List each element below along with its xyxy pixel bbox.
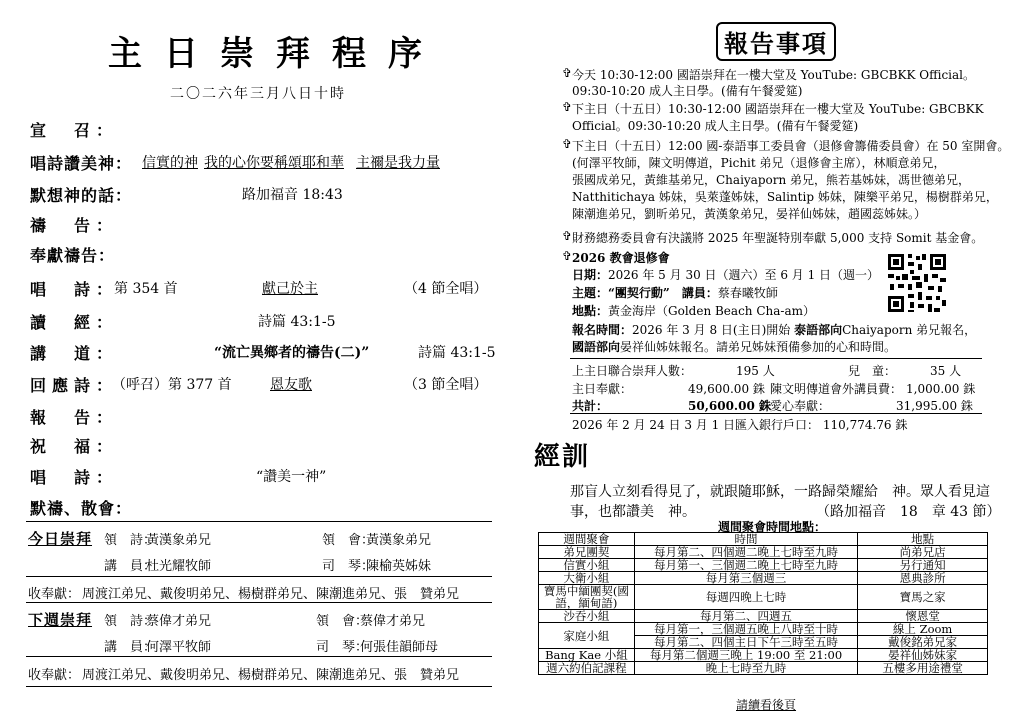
table-cell: 晏祥仙姊妹家 [858,649,988,662]
table-cell: 寶馬中緬團契(國語，緬甸語) [539,585,635,610]
love-offering-label: 愛心奉獻： [770,399,831,413]
cross-icon: ✞ [562,100,573,114]
table-cell: 寶馬之家 [858,585,988,610]
next-service-heading: 下週崇拜 [28,611,93,629]
motto-line-2: 事，也都讚美 神。 [570,504,696,520]
motto-title: 經訓 [534,442,591,472]
table-cell: 每月第二個週三晚上 19:00 至 21:00 [634,649,857,662]
table-row [539,559,988,572]
next-offering-label: 收奉獻： [28,668,81,683]
qr-code-icon [886,252,948,314]
table-cell: 線上 Zoom [858,623,988,636]
program-label-prayer: 禱 告： [30,216,119,235]
cross-icon: ✞ [562,137,573,151]
table-cell: 大衛小組 [539,572,635,585]
today-preacher-label: 講 員： [104,559,157,574]
speaker-fee: 1,000.00 銖 [906,382,976,396]
table-cell: 另行通知 [858,559,988,572]
announcement-1-line-1: 今天 10:30-12:00 國語崇拜在一樓大堂及 YouTube: GBCBKK Official。 [572,68,975,82]
program-label-offering-prayer: 奉獻禱告： [30,246,116,265]
today-lead-label: 領 詩： [104,533,157,548]
next-organ: 何張佳韻師母 [360,640,439,655]
table-cell: 每週四晚上七時 [634,585,857,610]
sermon-title: “流亡異鄉者的禱告(二)” [214,345,370,361]
table-cell: 每月第二、四週五 [634,610,857,623]
table-header-cell: 時間 [634,533,857,546]
table-cell: 每月第二、四個主日下午三時至五時 [634,636,857,649]
program-label-closing-hymn: 唱 詩： [30,468,119,487]
praise-song-2: 我的心你要稱頌耶和華 [204,155,344,171]
cross-icon: ✞ [562,249,573,263]
table-cell: 戴俊銘弟兄家 [858,636,988,649]
retreat-title: 2026 教會退修會 [572,251,670,265]
next-preacher-label: 講 員： [104,640,157,655]
table-row [539,649,988,662]
program-label-call: 宣 召： [30,121,119,140]
closing-hymn-name: “讚美一神” [256,469,327,485]
announcement-2-line-2: Official。09:30-10:20 成人主日學。(備有午餐愛筵) [572,119,859,133]
praise-song-1: 信實的神 [142,155,198,171]
program-label-hymn: 唱 詩： [30,280,119,299]
motto-reference: （路加福音 18 章 43 節） [816,504,1001,520]
program-label-announcements: 報 告： [30,408,119,427]
table-row [539,546,988,559]
table-header-cell: 週間聚會 [539,533,635,546]
attendance-children-label: 兒 童： [848,364,897,378]
table-cell: 每月第三個週三 [634,572,857,585]
next-lead: 蔡偉才弟兄 [146,614,212,629]
today-lead: 黃漢象弟兄 [146,533,212,548]
speaker-fee-label: 陳文明傳道會外講員費： [770,382,903,396]
table-row [539,623,988,636]
announcement-1-line-2: 09:30-10:20 成人主日學。(備有午餐愛筵) [572,84,803,98]
table-cell: 每月第二、四個週二晚上七時至九時 [634,546,857,559]
table-cell: 沙吞小組 [539,610,635,623]
announcement-3-line-4: Natthitichaya 姊妹，吳萊蓬姊妹，Salintip 姊妹，陳樂平弟兄，楊樹群弟兄， [572,190,998,204]
today-offering: 周渡江弟兄、戴俊明弟兄、楊樹群弟兄、陳潮進弟兄、張 贊弟兄 [82,587,460,602]
table-cell: 尚弟兄店 [858,546,988,559]
announcement-4: 財務總務委員會有決議將 2025 年聖誕特別奉獻 5,000 支持 Somit 基金會。 [572,231,984,245]
today-host: 黃漢象弟兄 [366,533,432,548]
motto-line-1: 那盲人立刻看得見了，就跟隨耶穌，一路歸榮耀給 神。眾人看見這 [570,484,990,500]
table-row [539,662,988,675]
total-amount: 50,600.00 銖 [688,399,771,413]
hymn-number: 第 354 首 [114,281,178,297]
announcement-3-line-1: 下主日（十五日）12:00 國-泰語事工委員會（退修會籌備委員會）在 50 室開會。 [572,139,1010,153]
continue-note: 請續看後頁 [736,698,797,712]
table-cell: Bang Kae 小組 [539,649,635,662]
reading-passage: 詩篇 43:1-5 [258,314,336,330]
table-row [539,585,988,610]
table-cell: 每月第一、三個週二晚上七時至九時 [634,559,857,572]
table-cell: 信實小組 [539,559,635,572]
today-organ-label: 司 琴： [322,559,375,574]
program-label-dismissal: 默禱、散會： [30,499,133,518]
love-offering: 31,995.00 銖 [896,399,973,413]
table-cell: 晚上七時至九時 [634,662,857,675]
sermon-reference: 詩篇 43:1-5 [418,345,496,361]
today-service-heading: 今日崇拜 [28,530,93,548]
sunday-offering: 49,600.00 銖 [688,382,765,396]
retreat-date-row: 日期：2026 年 5 月 30 日（週六）至 6 月 1 日（週一） [572,268,880,282]
meditation-verse: 路加福音 18:43 [242,187,343,203]
announcement-3-line-5: 陳潮進弟兄，劉昕弟兄，黃漢象弟兄，晏祥仙姊妹，趙國蕊姊妹。） [572,207,927,221]
announcement-3-line-3: 張國成弟兄，黃維基弟兄，Chaiyaporn 弟兄，熊若基姊妹，馮世德弟兄， [572,173,971,187]
attendance-children: 35 人 [930,364,962,378]
next-lead-label: 領 詩： [104,614,157,629]
table-cell: 週六約伯記課程 [539,662,635,675]
praise-song-3: 主禰是我力量 [356,155,440,171]
retreat-theme-row: 主題：“團契行動” 講員：蔡春曦牧師 [572,286,778,300]
program-label-sermon: 講 道： [30,344,119,363]
announcement-2-line-1: 下主日（十五日）10:30-12:00 國語崇拜在一樓大堂及 YouTube: GBCBKK [572,102,984,116]
table-header-cell: 地點 [858,533,988,546]
next-offering: 周渡江弟兄、戴俊明弟兄、楊樹群弟兄、陳潮進弟兄、張 贊弟兄 [82,668,460,683]
cross-icon: ✞ [562,66,573,80]
table-cell: 恩典診所 [858,572,988,585]
response-hymn-verses: （3 節全唱） [404,377,488,393]
next-preacher: 何澤平牧師 [146,640,212,655]
today-preacher: 杜光耀牧師 [146,559,212,574]
table-row [539,610,988,623]
cross-icon: ✞ [562,229,573,243]
announcements-title: 報告事項 [716,22,836,61]
program-label-response: 回應詩： [30,376,119,395]
table-row [539,572,988,585]
program-label-praise: 唱詩讚美神： [30,154,133,173]
page-title: 主日崇拜程序 [108,34,444,74]
table-cell: 每月第一，三個週五晚上八時至十時 [634,623,857,636]
sunday-offering-label: 主日奉獻： [572,382,633,396]
response-hymn-number: （呼召）第 377 首 [112,377,232,393]
next-host: 蔡偉才弟兄 [360,614,426,629]
hymn-name: 獻己於主 [262,281,318,297]
today-organ: 陳榆英姊妹 [366,559,432,574]
program-label-reading: 讀 經： [30,313,119,332]
next-organ-label: 司 琴： [316,640,369,655]
table-cell: 家庭小組 [539,623,635,649]
table-cell: 五樓多用途禮堂 [858,662,988,675]
today-offering-label: 收奉獻： [28,587,81,602]
bank-deposit: 2026 年 2 月 24 日 3 月 1 日匯入銀行戶口： 110,774.76 銖 [572,418,908,432]
today-host-label: 領 會： [322,533,375,548]
total-label: 共計： [572,399,609,413]
retreat-registration-row: 報名時間：2026 年 3 月 8 日(主日)開始 泰語部向Chaiyaporn 弟兄報名， [572,323,977,337]
attendance-label: 上主日聯合崇拜人數： [572,364,693,378]
program-label-blessing: 祝 福： [30,437,119,456]
attendance-adults: 195 人 [736,364,775,378]
retreat-registration-row-2: 國語部向晏祥仙姊妹報名。請弟兄姊妹預備參加的心和時間。 [572,340,897,354]
table-cell: 弟兄團契 [539,546,635,559]
table-cell: 懷恩堂 [858,610,988,623]
schedule-title: 週間聚會時間地點： [718,520,827,534]
hymn-verses: （4 節全唱） [404,281,488,297]
response-hymn-name: 恩友歌 [270,377,312,393]
program-label-meditation: 默想神的話： [30,186,133,205]
retreat-place-row: 地點：黃金海岸（Golden Beach Cha-am） [572,304,815,318]
next-host-label: 領 會： [316,614,369,629]
table-header-row [539,533,988,546]
service-date: 二〇二六年三月八日十時 [170,86,346,102]
schedule-table [538,532,988,675]
announcement-3-line-2: (何澤平牧師，陳文明傳道，Pichit 弟兄（退修會主席），林順意弟兄， [572,156,946,170]
